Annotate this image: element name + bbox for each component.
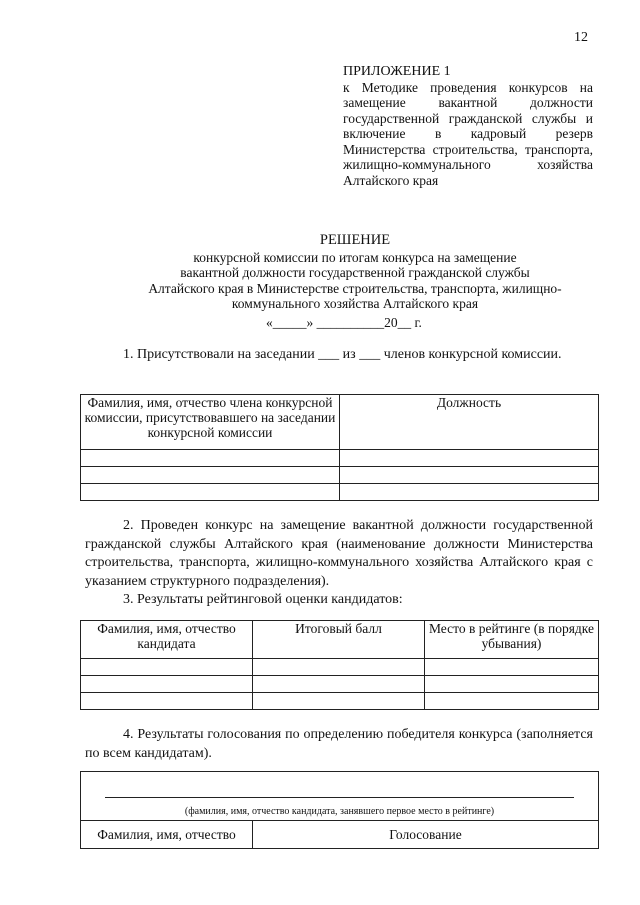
table-cell bbox=[253, 693, 425, 710]
candidate-name-note: (фамилия, имя, отчество кандидата, занявшего первое место в рейтинге) bbox=[184, 806, 495, 817]
column-header: Фамилия, имя, отчество кандидата bbox=[81, 621, 253, 659]
table-row bbox=[81, 467, 599, 484]
decision-subtitle-line: вакантной должности государственной гражданской службы bbox=[180, 265, 530, 280]
column-header: Фамилия, имя, отчество bbox=[81, 821, 253, 849]
section-2-text: 2. Проведен конкурс на замещение вакантной должности государственной гражданской службы Алтайского края (наименование должности Министерства строительства, транспорта, жилищно-коммунального хозяйства Алтайского края с указанием структурного подразделения). bbox=[85, 518, 593, 589]
table-cell bbox=[81, 484, 340, 501]
decision-title-block bbox=[110, 233, 600, 312]
appendix-block bbox=[343, 64, 593, 188]
table-row bbox=[81, 659, 599, 676]
table-header-row bbox=[81, 395, 599, 450]
section-1-text: 1. Присутствовали на заседании ___ из ___ членов конкурсной комиссии. bbox=[123, 347, 562, 362]
table-cell bbox=[253, 676, 425, 693]
table-row bbox=[81, 450, 599, 467]
table-header-row bbox=[81, 821, 599, 849]
decision-subtitle-line: конкурсной комиссии по итогам конкурса на замещение bbox=[193, 249, 517, 265]
date-line: «_____» __________20__ г. bbox=[266, 315, 422, 330]
table-cell bbox=[81, 676, 253, 693]
table-cell bbox=[340, 467, 599, 484]
rating-table bbox=[80, 620, 599, 710]
column-header: Итоговый балл bbox=[253, 621, 425, 659]
members-table bbox=[80, 394, 599, 501]
table-cell bbox=[425, 693, 599, 710]
decision-title: РЕШЕНИЕ bbox=[319, 232, 391, 248]
signature-line bbox=[105, 797, 574, 798]
table-row bbox=[81, 484, 599, 501]
candidate-name-cell bbox=[81, 772, 599, 821]
decision-subtitle-line: коммунального хозяйства Алтайского края bbox=[231, 296, 479, 311]
appendix-heading: ПРИЛОЖЕНИЕ 1 bbox=[343, 64, 451, 79]
column-header: Место в рейтинге (в порядке убывания) bbox=[425, 621, 599, 659]
table-row bbox=[81, 693, 599, 710]
table-cell bbox=[340, 484, 599, 501]
table-cell bbox=[253, 659, 425, 676]
appendix-text: к Методике проведения конкурсов на замещение вакантной должности государственной гражданской службы и включение в кадровый резерв Министерства строительства, транспорта, жилищно-коммунального хозяйства Алтайского края bbox=[343, 79, 593, 188]
decision-subtitle-line: Алтайского края в Министерстве строительства, транспорта, жилищно- bbox=[148, 280, 562, 296]
table-header-row bbox=[81, 621, 599, 659]
table-row bbox=[81, 676, 599, 693]
table-cell bbox=[81, 450, 340, 467]
candidate-name-row bbox=[81, 772, 599, 821]
section-4-text: 4. Результаты голосования по определению победителя конкурса (заполняется по всем кандидатам). bbox=[85, 727, 593, 761]
table-cell bbox=[81, 659, 253, 676]
section-3-text: 3. Результаты рейтинговой оценки кандидатов: bbox=[123, 592, 403, 607]
table-cell bbox=[425, 676, 599, 693]
voting-table bbox=[80, 771, 599, 849]
column-header: Фамилия, имя, отчество члена конкурсной комиссии, присутствовавшего на заседании конкурсной комиссии bbox=[81, 395, 340, 450]
table-cell bbox=[81, 693, 253, 710]
table-cell bbox=[340, 450, 599, 467]
column-header: Должность bbox=[340, 395, 599, 450]
table-cell bbox=[425, 659, 599, 676]
table-cell bbox=[81, 467, 340, 484]
page-number: 12 bbox=[574, 30, 588, 45]
column-header: Голосование bbox=[253, 821, 599, 849]
